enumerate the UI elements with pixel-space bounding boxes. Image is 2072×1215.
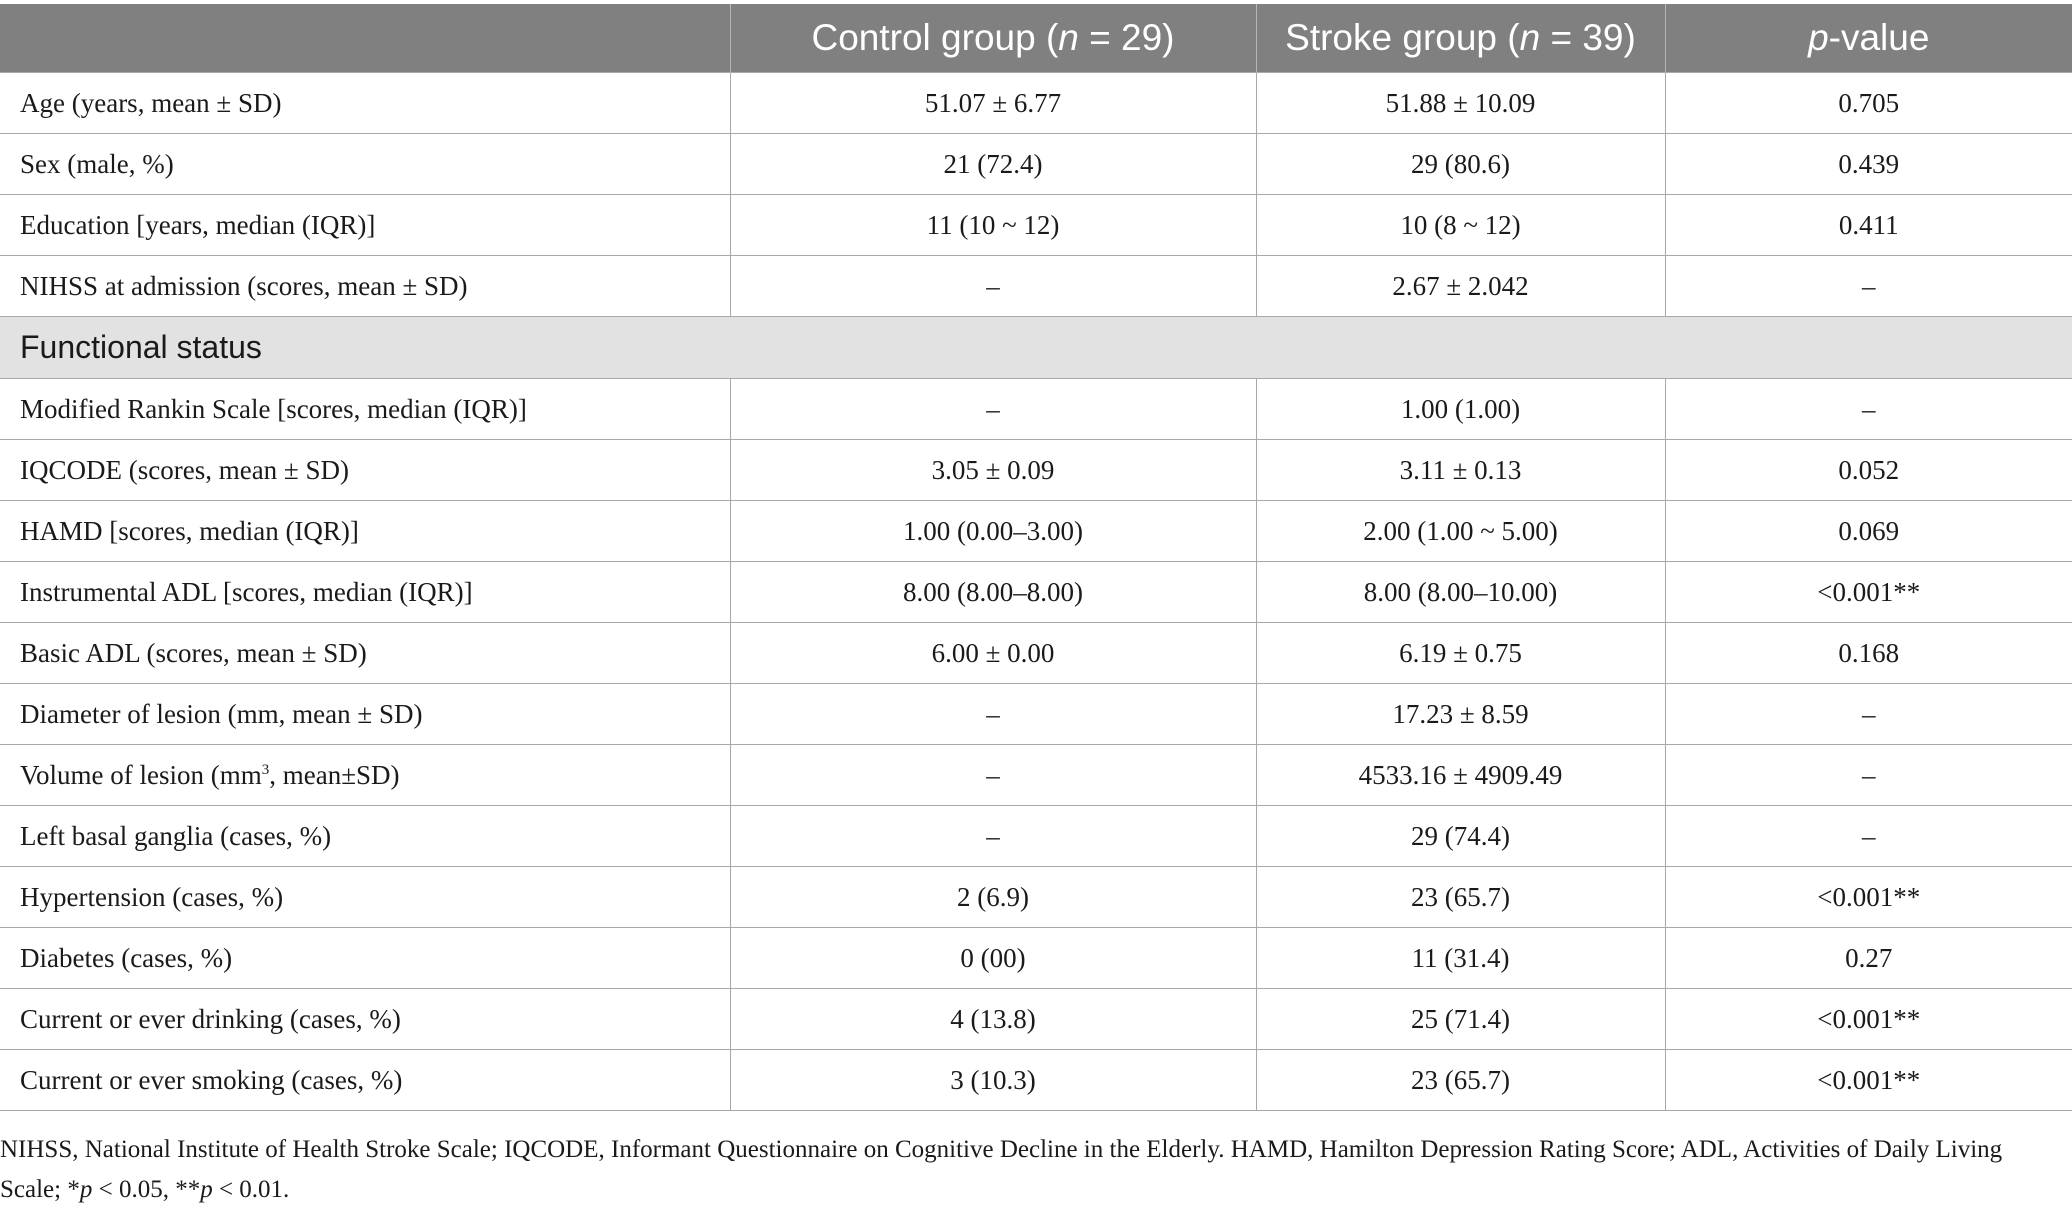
p-value: 0.439	[1665, 134, 2072, 195]
row-label: Left basal ganglia (cases, %)	[0, 806, 730, 867]
p-value: <0.001**	[1665, 1050, 2072, 1111]
section-title: Functional status	[0, 317, 2072, 379]
control-value: 0 (00)	[730, 928, 1256, 989]
table-row	[0, 989, 2072, 1050]
stroke-value: 1.00 (1.00)	[1256, 379, 1665, 440]
row-label: Modified Rankin Scale [scores, median (IQR)]	[0, 379, 730, 440]
header-p-value: p-value	[1665, 4, 2072, 73]
table-row	[0, 440, 2072, 501]
p-value: 0.411	[1665, 195, 2072, 256]
row-label: HAMD [scores, median (IQR)]	[0, 501, 730, 562]
row-label: Age (years, mean ± SD)	[0, 73, 730, 134]
row-label: Current or ever drinking (cases, %)	[0, 989, 730, 1050]
table-row	[0, 562, 2072, 623]
row-label: Volume of lesion ($mm^3$, mean±SD)	[0, 745, 730, 806]
control-value: 21 (72.4)	[730, 134, 1256, 195]
control-value: 8.00 (8.00–8.00)	[730, 562, 1256, 623]
table-row	[0, 379, 2072, 440]
table-row	[0, 501, 2072, 562]
control-value: 4 (13.8)	[730, 989, 1256, 1050]
stroke-value: 25 (71.4)	[1256, 989, 1665, 1050]
table-row	[0, 623, 2072, 684]
stroke-value: 6.19 ± 0.75	[1256, 623, 1665, 684]
row-label: Sex (male, %)	[0, 134, 730, 195]
stroke-value: 23 (65.7)	[1256, 867, 1665, 928]
p-value: 0.705	[1665, 73, 2072, 134]
demographics-table	[0, 4, 2072, 1111]
control-value: 2 (6.9)	[730, 867, 1256, 928]
header-empty	[0, 4, 730, 73]
table-row	[0, 73, 2072, 134]
control-value: 6.00 ± 0.00	[730, 623, 1256, 684]
stroke-value: 4533.16 ± 4909.49	[1256, 745, 1665, 806]
stroke-value: 2.67 ± 2.042	[1256, 256, 1665, 317]
p-value: –	[1665, 379, 2072, 440]
row-label: Diabetes (cases, %)	[0, 928, 730, 989]
table-row	[0, 256, 2072, 317]
table-row	[0, 745, 2072, 806]
control-value: 11 (10 ~ 12)	[730, 195, 1256, 256]
row-label: Basic ADL (scores, mean ± SD)	[0, 623, 730, 684]
table-footnote: NIHSS, National Institute of Health Stroke Scale; IQCODE, Informant Questionnaire on Cognitive Decline in the Elderly. HAMD, Hamilton Depression Rating Score; ADL, Activities of Daily Living Scale; *p < 0.05, **p < 0.01.	[0, 1136, 2003, 1203]
control-value: –	[730, 745, 1256, 806]
table-header-row	[0, 4, 2072, 73]
p-value: –	[1665, 684, 2072, 745]
control-value: –	[730, 379, 1256, 440]
control-value: 3 (10.3)	[730, 1050, 1256, 1111]
table-row	[0, 1050, 2072, 1111]
row-label: Diameter of lesion (mm, mean ± SD)	[0, 684, 730, 745]
stroke-value: 10 (8 ~ 12)	[1256, 195, 1665, 256]
p-value: 0.168	[1665, 623, 2072, 684]
table-row	[0, 195, 2072, 256]
p-value: –	[1665, 806, 2072, 867]
stroke-value: 3.11 ± 0.13	[1256, 440, 1665, 501]
p-value: <0.001**	[1665, 989, 2072, 1050]
row-label: Hypertension (cases, %)	[0, 867, 730, 928]
row-label: Education [years, median (IQR)]	[0, 195, 730, 256]
stroke-value: 23 (65.7)	[1256, 1050, 1665, 1111]
table-row	[0, 867, 2072, 928]
table-row	[0, 806, 2072, 867]
table-row	[0, 684, 2072, 745]
stroke-value: 29 (80.6)	[1256, 134, 1665, 195]
control-value: –	[730, 806, 1256, 867]
stroke-value: 8.00 (8.00–10.00)	[1256, 562, 1665, 623]
row-label: IQCODE (scores, mean ± SD)	[0, 440, 730, 501]
p-value: –	[1665, 745, 2072, 806]
stroke-value: 51.88 ± 10.09	[1256, 73, 1665, 134]
header-stroke-group: Stroke group (n = 39)	[1256, 4, 1665, 73]
row-label: Instrumental ADL [scores, median (IQR)]	[0, 562, 730, 623]
control-value: 3.05 ± 0.09	[730, 440, 1256, 501]
row-label: Current or ever smoking (cases, %)	[0, 1050, 730, 1111]
row-label: NIHSS at admission (scores, mean ± SD)	[0, 256, 730, 317]
control-value: 51.07 ± 6.77	[730, 73, 1256, 134]
data-table-container	[0, 4, 2072, 1111]
header-control-group: Control group (n = 29)	[730, 4, 1256, 73]
p-value: <0.001**	[1665, 562, 2072, 623]
section-header-row	[0, 317, 2072, 379]
p-value: 0.052	[1665, 440, 2072, 501]
p-value: 0.069	[1665, 501, 2072, 562]
stroke-value: 11 (31.4)	[1256, 928, 1665, 989]
stroke-value: 29 (74.4)	[1256, 806, 1665, 867]
control-value: –	[730, 256, 1256, 317]
table-row	[0, 928, 2072, 989]
stroke-value: 17.23 ± 8.59	[1256, 684, 1665, 745]
p-value: 0.27	[1665, 928, 2072, 989]
control-value: –	[730, 684, 1256, 745]
p-value: –	[1665, 256, 2072, 317]
table-row	[0, 134, 2072, 195]
control-value: 1.00 (0.00–3.00)	[730, 501, 1256, 562]
p-value: <0.001**	[1665, 867, 2072, 928]
stroke-value: 2.00 (1.00 ~ 5.00)	[1256, 501, 1665, 562]
